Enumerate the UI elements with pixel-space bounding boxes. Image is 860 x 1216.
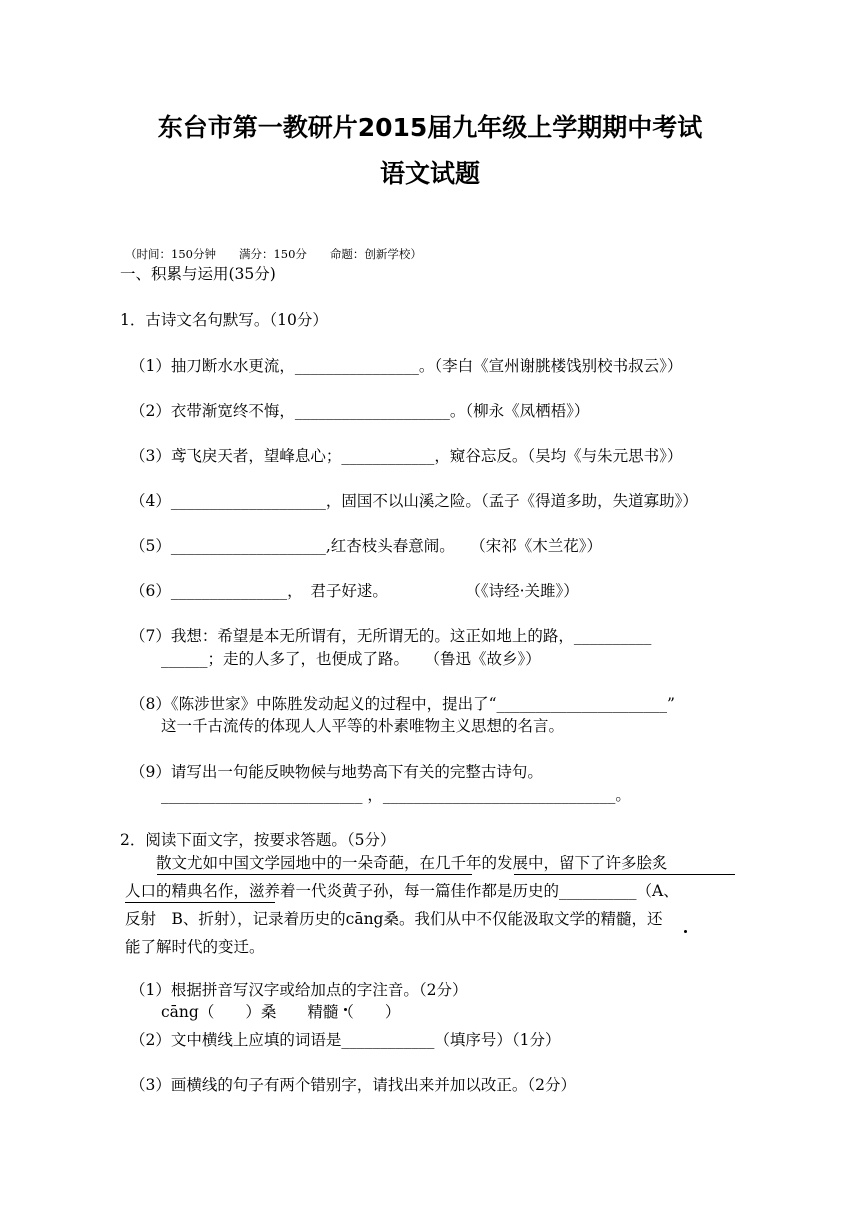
question-1-item: __________________________ ，______________________________。 <box>130 786 631 804</box>
question-1-item: （9）请写出一句能反映物候与地势高下有关的完整古诗句。 <box>130 763 543 781</box>
question-1-item: （6）_______________， 君子好逑。 （《诗经·关雎》） <box>130 582 579 600</box>
exam-title: 东台市第一教研片2015届九年级上学期期中考试 <box>157 113 703 142</box>
question-2-heading: 2．阅读下面文字，按要求答题。（5分） <box>120 831 396 849</box>
passage-underline <box>157 874 472 875</box>
question-1-item: （8）《陈涉世家》中陈胜发动起义的过程中，提出了“______________________” <box>130 695 675 713</box>
question-1-item: （3）鸢飞戾天者，望峰息心；____________，窥谷忘反。（吴均《与朱元思书》） <box>130 447 683 465</box>
question-1-item: （4）____________________，固国不以山溪之险。（孟子《得道多助，失道寡助》） <box>130 492 698 510</box>
emphasis-dot <box>684 930 687 933</box>
exam-info: （时间：150分钟 满分：150分 命题：创新学校） <box>125 247 422 261</box>
section-heading: 一、积累与运用(35分) <box>120 265 276 283</box>
passage-line: 人口的精典名作，滋养着一代炎黄子孙，每一篇佳作都是历史的__________（A、 <box>125 882 679 900</box>
question-2-sub: （1）根据拼音写汉字或给加点的字注音。（2分） <box>130 981 468 999</box>
question-2-sub: （3）画横线的句子有两个错别字，请找出来并加以改正。（2分） <box>130 1076 576 1094</box>
passage-line: 反射 B、折射），记录着历史的cāng桑。我们从中不仅能汲取文学的精髓，还 <box>125 910 663 928</box>
question-1-heading: 1．古诗文名句默写。（10分） <box>120 311 328 329</box>
passage-underline <box>125 902 275 903</box>
question-1-item: （5）____________________,红杏枝头春意闹。 （宋祁《木兰花》） <box>130 537 603 555</box>
question-2-sub: cāng（ ）桑 精髓（ ） <box>130 1003 401 1021</box>
question-2-sub: （2）文中横线上应填的词语是____________（填序号）（1分） <box>130 1031 561 1049</box>
question-1-item: 这一千古流传的体现人人平等的朴素唯物主义思想的名言。 <box>130 717 565 735</box>
question-1-item: （7）我想：希望是本无所谓有，无所谓无的。这正如地上的路，__________ <box>130 627 652 645</box>
question-1-item: ______；走的人多了，也便成了路。 （鲁迅《故乡》） <box>130 650 541 668</box>
passage-line: 能了解时代的变迁。 <box>125 938 265 956</box>
passage-underline <box>514 874 735 875</box>
passage-line: 散文尤如中国文学园地中的一朵奇葩，在几千年的发展中，留下了许多脍炙 <box>125 854 668 872</box>
exam-subtitle: 语文试题 <box>379 159 480 188</box>
question-1-item: （1）抽刀断水水更流，________________。（李白《宣州谢朓楼饯别校书叔云》） <box>130 357 683 375</box>
question-1-item: （2）衣带渐宽终不悔，____________________。（柳永《凤栖梧》） <box>130 402 590 420</box>
